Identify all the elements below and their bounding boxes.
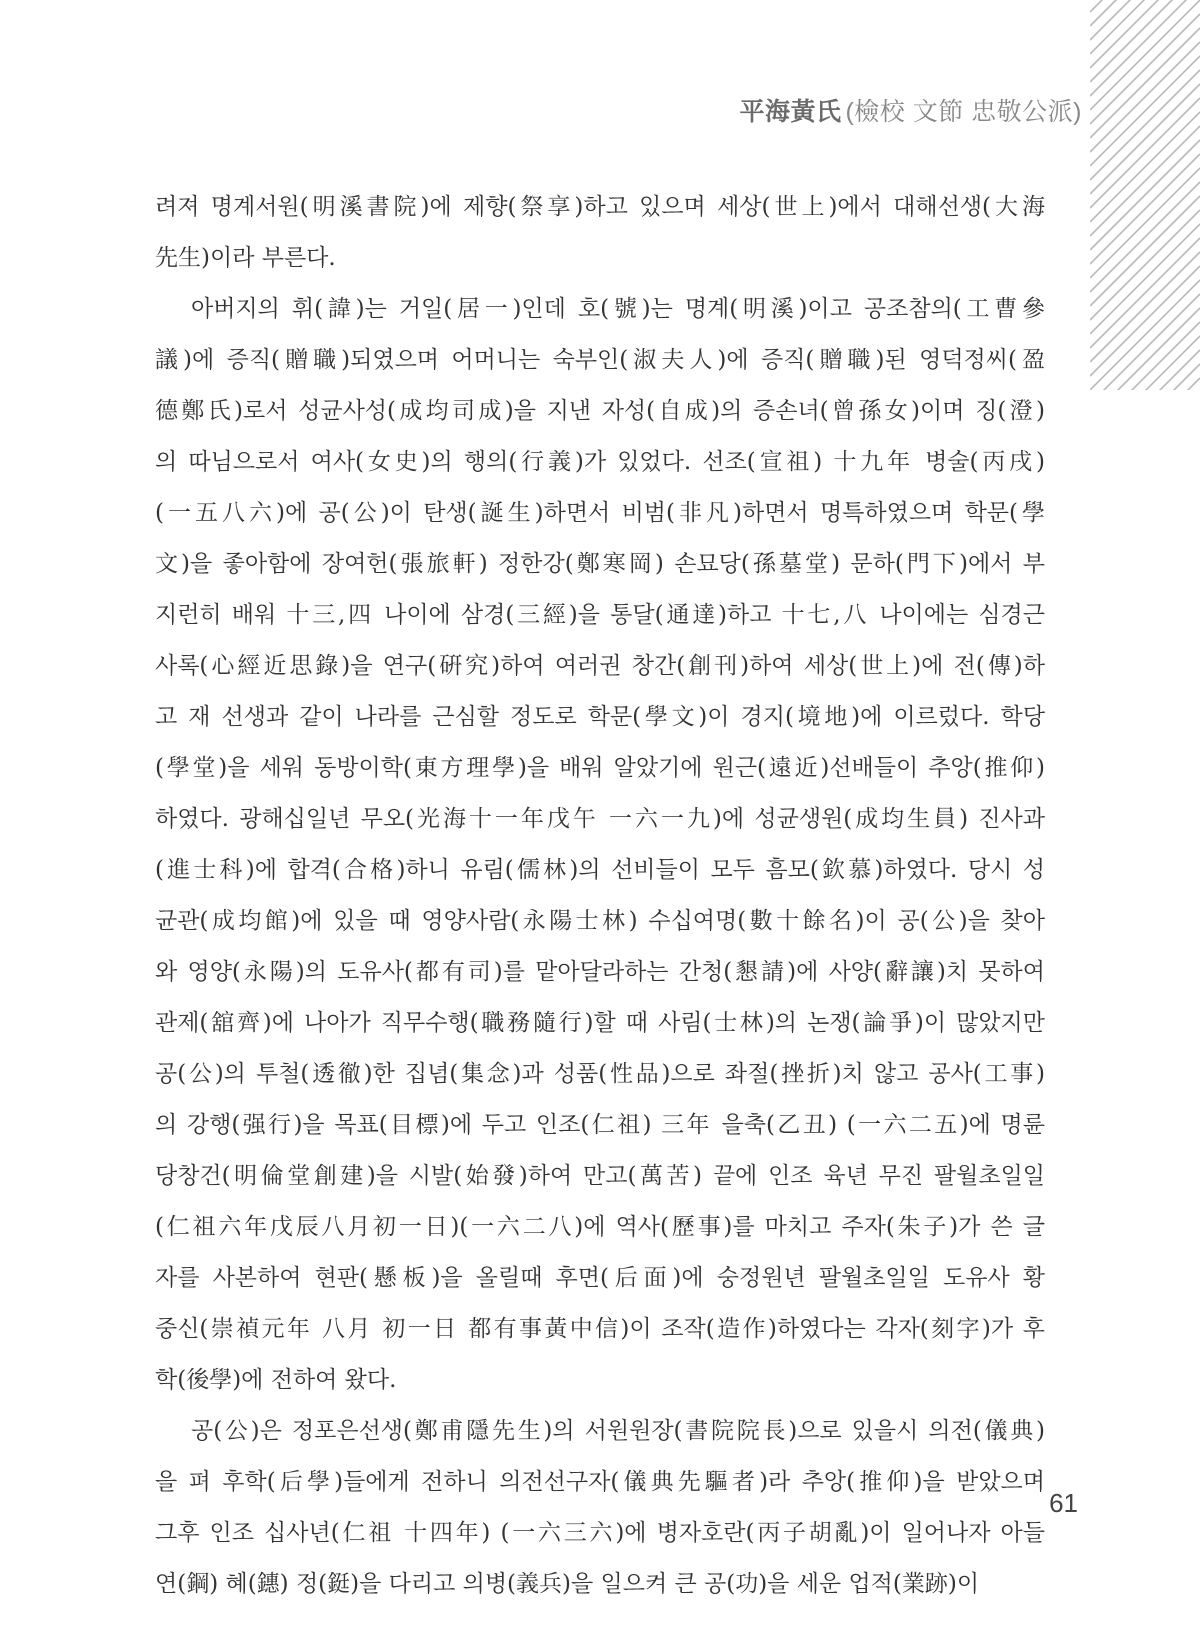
text-line: (一五八六)에 공(公)이 탄생(誕生)하면서 비범(非凡)하면서 명특하였으며 학문(學 — [155, 500, 1045, 526]
text-line: 와 영양(永陽)의 도유사(都有司)를 맡아달라하는 간청(懇請)에 사양(辭讓)치 못하여 — [155, 959, 1045, 985]
text-line: 균관(成均館)에 있을 때 영양사람(永陽士林) 수십여명(數十餘名)이 공(公)을 찾아 — [155, 908, 1045, 934]
paragraph — [155, 284, 1045, 1406]
text-line: 을 펴 후학(后學)들에게 전하니 의전선구자(儀典先驅者)라 추앙(推仰)을 받았으며 — [155, 1469, 1045, 1495]
text-line: 당창건(明倫堂創建)을 시발(始發)하여 만고(萬苦) 끝에 인조 육년 무진 팔월초일일 — [155, 1163, 1045, 1189]
paragraph — [155, 1406, 1045, 1610]
text-line: 지런히 배워 十三,四 나이에 삼경(三經)을 통달(通達)하고 十七,八 나이에는 심경근 — [155, 602, 1045, 628]
header-title: 平海黃氏 — [739, 98, 842, 126]
hatch-line — [1090, 238, 1200, 348]
text-line: 의 따님으로서 여사(女史)의 행의(行義)가 있었다. 선조(宣祖) 十九年 병술(丙戌) — [155, 449, 1045, 475]
text-line: 의 강행(强行)을 목표(目標)에 두고 인조(仁祖) 三年 을축(乙丑) (一六二五)에 명륜 — [155, 1112, 1045, 1138]
corner-hatch-decoration — [1090, 0, 1200, 390]
text-line: 공(公)의 투철(透徹)한 집념(集念)과 성품(性品)으로 좌절(挫折)치 않고 공사(工事) — [155, 1061, 1045, 1087]
text-line: (進士科)에 합격(合格)하니 유림(儒林)의 선비들이 모두 흠모(欽慕)하였다. 당시 성 — [155, 857, 1045, 883]
hatch-line — [1090, 154, 1200, 264]
hatch-line — [1090, 14, 1200, 124]
text-line: 연(鋼) 혜(鏸) 정(鋌)을 다리고 의병(義兵)을 일으켜 큰 공(功)을 세운 업적(業跡)이 — [155, 1571, 980, 1597]
text-line: 文)을 좋아함에 장여헌(張旅軒) 정한강(鄭寒岡) 손묘당(孫墓堂) 문하(門下)에서 부 — [155, 551, 1045, 577]
running-header — [739, 92, 1082, 128]
hatch-line — [1090, 350, 1200, 390]
hatch-line — [1090, 112, 1200, 222]
page-number: 61 — [1049, 1488, 1078, 1518]
hatch-line — [1090, 0, 1200, 110]
header-subtitle: (檢校 文節 忠敬公派) — [845, 98, 1082, 126]
hatch-line — [1090, 70, 1200, 180]
hatch-line — [1090, 140, 1200, 250]
text-line: 그후 인조 십사년(仁祖 十四年) (一六三六)에 병자호란(丙子胡亂)이 일어나자 아들 — [155, 1520, 1045, 1546]
text-line: 先生)이라 부른다. — [155, 245, 336, 271]
hatch-line — [1090, 84, 1200, 194]
hatch-line — [1090, 98, 1200, 208]
text-line: 자를 사본하여 현판(懸板)을 올릴때 후면(后面)에 숭정원년 팔월초일일 도유사 황 — [155, 1265, 1045, 1291]
hatch-line — [1090, 252, 1200, 362]
hatch-line — [1090, 224, 1200, 334]
text-line: (仁祖六年戊辰八月初一日)(一六二八)에 역사(歷事)를 마치고 주자(朱子)가 쓴 글 — [155, 1214, 1045, 1240]
hatch-line — [1090, 56, 1200, 166]
hatch-line — [1090, 42, 1200, 152]
text-line: 議)에 증직(贈職)되였으며 어머니는 숙부인(淑夫人)에 증직(贈職)된 영덕정씨(盈 — [155, 347, 1045, 373]
hatch-line — [1090, 266, 1200, 376]
hatch-line — [1090, 126, 1200, 236]
hatch-line — [1090, 210, 1200, 320]
text-line: 관제(舘齊)에 나아가 직무수행(職務隨行)할 때 사림(士林)의 논쟁(論爭)이 많았지만 — [155, 1010, 1045, 1036]
paragraph — [155, 182, 1045, 284]
text-line: 아버지의 휘(諱)는 거일(居一)인데 호(號)는 명계(明溪)이고 공조참의(工曹參 — [191, 296, 1045, 322]
text-line: (學堂)을 세워 동방이학(東方理學)을 배워 알았기에 원근(遠近)선배들이 추앙(推仰) — [155, 755, 1045, 781]
hatch-line — [1090, 280, 1200, 390]
text-line: 고 재 선생과 같이 나라를 근심할 정도로 학문(學文)이 경지(境地)에 이르렀다. 학당 — [155, 704, 1045, 730]
hatch-line — [1090, 294, 1200, 390]
hatch-line — [1090, 182, 1200, 292]
hatch-line — [1090, 168, 1200, 278]
text-line: 하였다. 광해십일년 무오(光海十一年戊午 一六一九)에 성균생원(成均生員) 진사과 — [155, 806, 1045, 832]
text-line: 사록(心經近思錄)을 연구(硏究)하여 여러권 창간(創刊)하여 세상(世上)에 전(傳)하 — [155, 653, 1045, 679]
hatch-line — [1090, 196, 1200, 306]
hatch-line — [1090, 0, 1200, 96]
hatch-line — [1090, 28, 1200, 138]
text-line: 중신(崇禎元年 八月 初一日 都有事黃中信)이 조작(造作)하였다는 각자(刻字)가 후 — [155, 1316, 1045, 1342]
text-line: 려져 명계서원(明溪書院)에 제향(祭享)하고 있으며 세상(世上)에서 대해선생(大海 — [155, 194, 1045, 220]
text-line: 공(公)은 정포은선생(鄭甫隱先生)의 서원원장(書院院長)으로 있을시 의전(儀典) — [191, 1418, 1045, 1444]
text-line: 학(後學)에 전하여 왔다. — [155, 1367, 397, 1393]
text-line: 德鄭氏)로서 성균사성(成均司成)을 지낸 자성(自成)의 증손녀(曾孫女)이며 징(澄) — [155, 398, 1045, 424]
body-text — [155, 182, 1045, 1610]
hatch-line — [1090, 0, 1200, 40]
